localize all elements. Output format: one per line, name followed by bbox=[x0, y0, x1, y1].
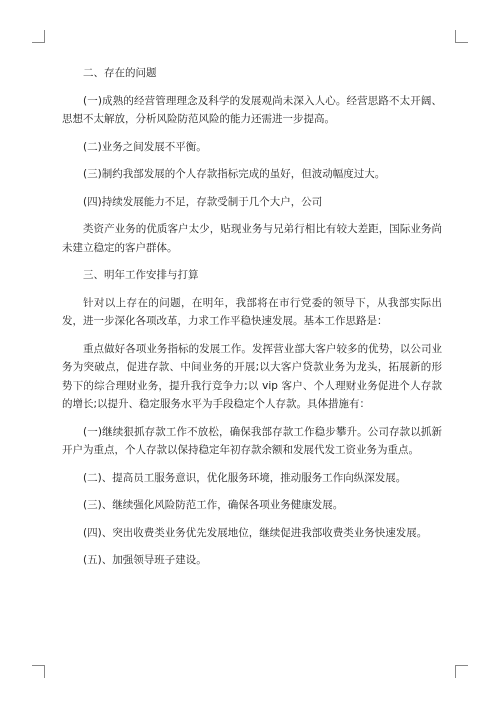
paragraph: (二)业务之间发展不平衡。 bbox=[83, 140, 207, 153]
crop-mark-top-right bbox=[455, 30, 468, 43]
paragraph: (四)持续发展能力不足，存款受制于几个大户，公司 bbox=[83, 195, 323, 208]
paragraph: (五)、加强领导班子建设。 bbox=[83, 554, 207, 566]
paragraph: 针对以上存在的问题，在明年，我部将在市行党委的领导下，从我部实际出发，进一步深化各项改革，力求工作平稳快速发展。基本工作思路是： bbox=[62, 296, 442, 327]
paragraph: (三)制约我部发展的个人存款指标完成的虽好，但波动幅度过大。 bbox=[83, 168, 386, 180]
paragraph: 重点做好各项业务指标的发展工作。发挥营业部大客户较多的优势，以公司业务为突破点，促进存款、中间业务的开展;以大客户贷款业务为龙头，拓展新的形势下的综合理财业务，提升我行竞争力;以 vip 客户、个人理财业务促进个人存款的增长;以提升、稳定服务水平为手段稳定个人存款。具体措施有： bbox=[62, 342, 442, 410]
section-heading: 三、明年工作安排与打算 bbox=[83, 269, 199, 281]
paragraph: (二)、提高员工服务意识，优化服务环境，推动服务工作向纵深发展。 bbox=[83, 471, 407, 484]
document-body bbox=[62, 64, 442, 570]
paragraph: 类资产业务的优质客户太少，贴现业务与兄弟行相比有较大差距，国际业务尚未建立稳定的客户群体。 bbox=[62, 223, 442, 254]
paragraph: (一)继续狠抓存款工作不放松，确保我部存款工作稳步攀升。公司存款以抓新开户为重点，个人存款以保持稳定年初存款余额和发展代发工资业务为重点。 bbox=[62, 425, 442, 456]
paragraph: (四)、突出收费类业务优先发展地位，继续促进我部收费类业务快速发展。 bbox=[83, 526, 428, 539]
crop-mark-bottom-right bbox=[455, 665, 468, 678]
paragraph: (三)、继续强化风险防范工作，确保各项业务健康发展。 bbox=[83, 499, 344, 511]
crop-mark-bottom-left bbox=[32, 665, 45, 678]
paragraph: (一)成熟的经营管理理念及科学的发展观尚未深入人心。经营思路不太开阔、思想不太解放，分析风险防范风险的能力还需进一步提高。 bbox=[62, 94, 442, 125]
section-heading: 二、存在的问题 bbox=[83, 67, 157, 79]
crop-mark-top-left bbox=[32, 30, 45, 43]
